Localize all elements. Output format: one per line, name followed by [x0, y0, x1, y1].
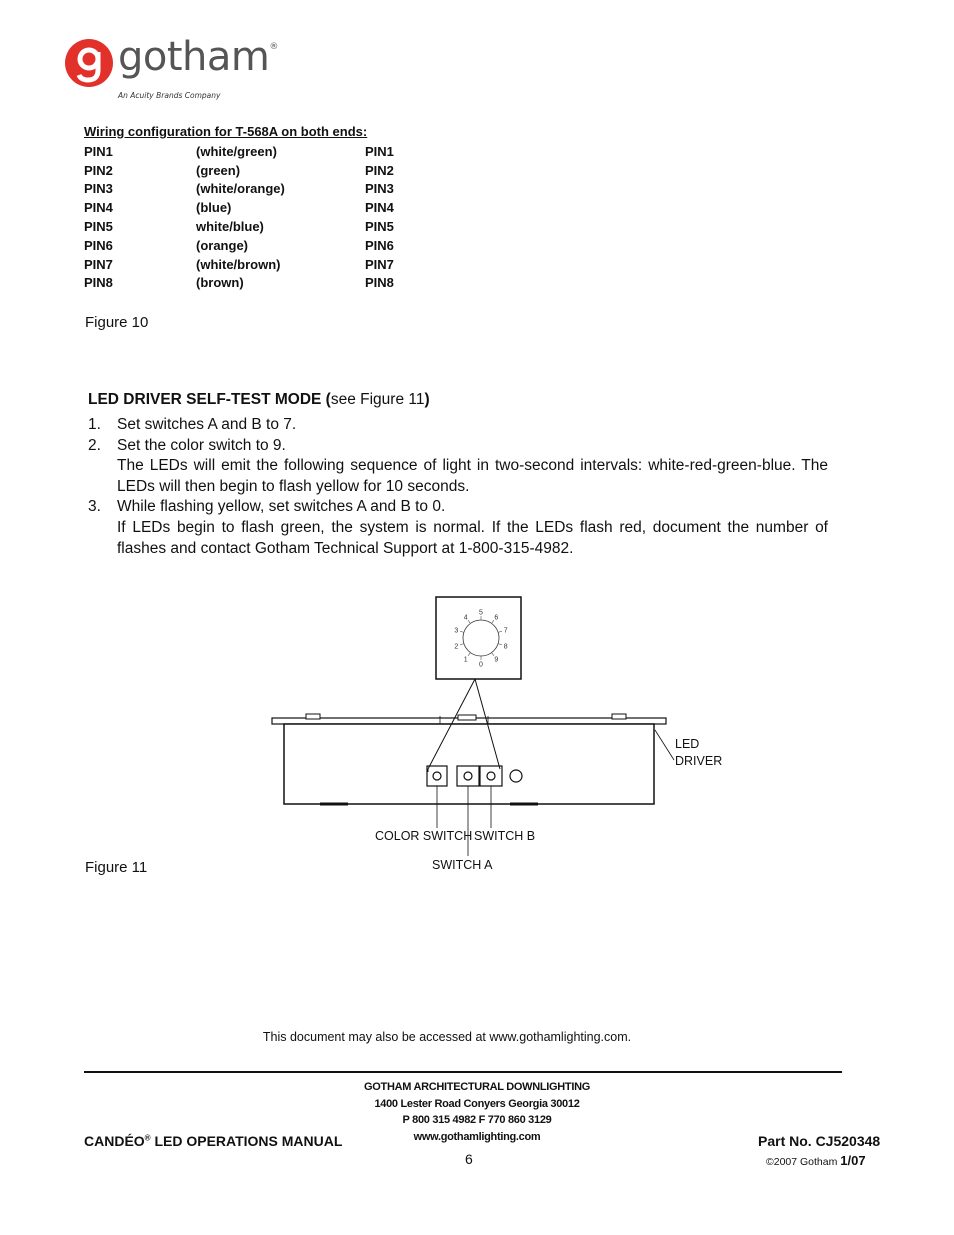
step-text: If LEDs begin to flash green, the system is normal. If the LEDs flash red, document the number of flashes and contact Gotham Technical Support at 1-800-315-4982. [117, 518, 828, 557]
footer-divider [84, 1071, 842, 1073]
step-number: 2. [88, 436, 101, 454]
step-number: 1. [88, 416, 101, 433]
pin-row [84, 274, 394, 293]
pin-row [84, 142, 394, 161]
pin-row [84, 161, 394, 180]
pin-right: PIN7 [365, 256, 394, 272]
figure-11-caption: Figure 11 [85, 859, 148, 876]
pin-row [84, 198, 394, 217]
pin-right: PIN6 [365, 237, 394, 253]
footer-address-block [330, 1079, 624, 1145]
step-text: While flashing yellow, set switches A and B to 0. [117, 498, 446, 516]
status-led [510, 770, 522, 782]
pin-color: (green) [196, 162, 241, 178]
pin-left: PIN4 [84, 200, 113, 216]
dial-number: 4 [463, 614, 468, 622]
pin-color: white/blue) [196, 219, 264, 235]
dial-number: 0 [479, 661, 483, 669]
step-text: Set switches A and B to 7. [117, 416, 297, 433]
figure-10-caption: Figure 10 [85, 314, 149, 331]
document-note: This document may also be accessed at www.gothamlighting.com. [262, 1030, 632, 1044]
pin-right: PIN4 [365, 200, 394, 216]
step-item [88, 497, 828, 518]
manual-title: CANDÉO® LED OPERATIONS MANUAL [84, 1133, 343, 1149]
switch-b [480, 766, 502, 786]
pin-color: (white/orange) [196, 181, 285, 197]
step-number: 3. [88, 498, 101, 516]
dial-number: 3 [454, 627, 459, 635]
pin-row [84, 180, 394, 199]
driver-body [284, 724, 654, 804]
pin-color: (brown) [196, 275, 244, 291]
step-item [88, 456, 828, 497]
pin-right: PIN8 [365, 275, 394, 291]
pin-color: (blue) [196, 200, 232, 216]
color-switch [427, 766, 447, 786]
pin-color: (white/green) [196, 143, 277, 159]
pin-row [84, 217, 394, 236]
pin-table [84, 142, 394, 292]
pin-left: PIN1 [84, 143, 113, 159]
pin-left: PIN7 [84, 256, 113, 272]
brand-wordmark: gotham® [118, 34, 278, 80]
pin-left: PIN6 [84, 237, 113, 253]
switch-b-label: SWITCH B [474, 829, 536, 843]
copyright: ©2007 Gotham 1/07 [766, 1153, 866, 1168]
footer-web: www.gothamlighting.com [413, 1130, 541, 1143]
footer-company: GOTHAM ARCHITECTURAL DOWNLIGHTING [364, 1081, 590, 1093]
pin-color: (white/brown) [196, 256, 281, 272]
footer-address: 1400 Lester Road Conyers Georgia 30012 [374, 1097, 580, 1110]
pin-left: PIN3 [84, 181, 113, 197]
step-text: The LEDs will emit the following sequence of light in two-second intervals: white-red-green-blue. The LEDs will then begin to flash yellow for 10 seconds. [117, 457, 828, 495]
pin-left: PIN2 [84, 162, 113, 178]
dial-number: 9 [494, 656, 499, 664]
step-item [88, 415, 828, 436]
wiring-title: Wiring configuration for T-568A on both ends: [84, 124, 368, 139]
pin-row [84, 236, 394, 255]
dial-number: 1 [463, 656, 468, 664]
led-driver-label: LED DRIVER [675, 737, 723, 768]
switch-a-label: SWITCH A [432, 858, 493, 872]
pin-right: PIN2 [365, 162, 394, 178]
dial-number: 5 [479, 609, 483, 617]
step-item [88, 518, 828, 559]
dial-number: 2 [454, 643, 459, 651]
pin-left: PIN8 [84, 275, 113, 291]
pin-right: PIN3 [365, 181, 394, 197]
self-test-steps [88, 415, 828, 559]
pin-color: (orange) [196, 237, 248, 253]
dial-number: 7 [503, 627, 508, 635]
brand-subtitle: An Acuity Brands Company [118, 91, 221, 100]
gotham-logo-icon [64, 38, 114, 88]
pin-left: PIN5 [84, 219, 113, 235]
pin-right: PIN5 [365, 219, 394, 235]
color-switch-label: COLOR SWITCH [375, 829, 473, 843]
switch-a [457, 766, 479, 786]
part-number: Part No. CJ520348 [758, 1133, 881, 1149]
step-text: Set the color switch to 9. [117, 436, 286, 454]
page-number: 6 [465, 1151, 473, 1167]
dial-number: 6 [494, 614, 499, 622]
footer-phone: P 800 315 4982 F 770 860 3129 [402, 1114, 552, 1126]
pin-row [84, 255, 394, 274]
section-title: LED DRIVER SELF-TEST MODE (see Figure 11) [88, 391, 430, 408]
dial-number: 8 [503, 643, 508, 651]
pin-right: PIN1 [365, 143, 394, 159]
step-item [88, 436, 828, 457]
